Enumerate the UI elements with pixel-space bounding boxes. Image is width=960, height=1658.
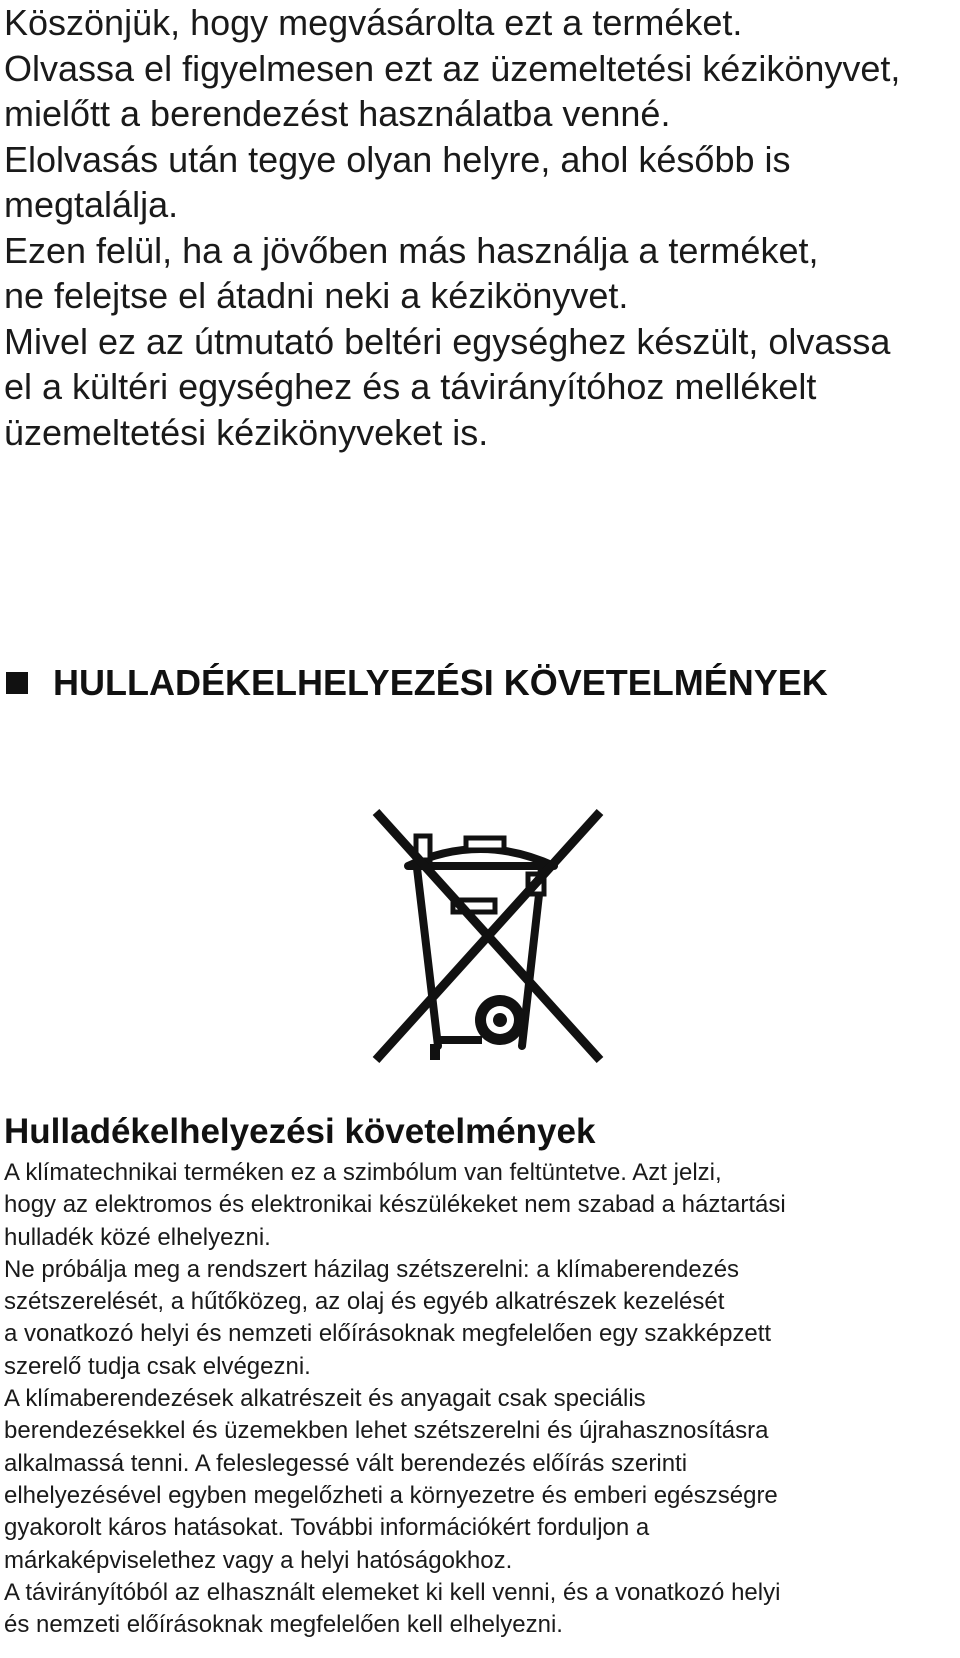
body-line: alkalmassá tenni. A feleslegessé vált berendezés előírás szerinti <box>4 1449 688 1477</box>
body-line: A távirányítóból az elhasznált elemeket ki kell venni, és a vonatkozó helyi <box>4 1578 781 1606</box>
crossed-out-wheelie-bin-icon <box>370 808 606 1066</box>
intro-text <box>4 0 954 455</box>
intro-line: mielőtt a berendezést használatba venné. <box>4 93 671 134</box>
body-line: A klímaberendezések alkatrészeit és anyagait csak speciális <box>4 1385 646 1413</box>
body-line: szétszerelését, a hűtőközeg, az olaj és egyéb alkatrészek kezelését <box>4 1288 725 1316</box>
intro-line: Mivel ez az útmutató beltéri egységhez készült, olvassa <box>4 320 891 362</box>
body-line: a vonatkozó helyi és nemzeti előírásoknak megfelelően egy szakképzett <box>4 1320 772 1348</box>
body-line: gyakorolt káros hatásokat. További információkért forduljon a <box>4 1514 650 1542</box>
body-line: A klímatechnikai terméken ez a szimbólum van feltüntetve. Azt jelzi, <box>4 1159 722 1186</box>
intro-line: Köszönjük, hogy megvásárolta ezt a terméket. <box>4 2 743 43</box>
intro-line: Elolvasás után tegye olyan helyre, ahol később is <box>4 138 791 180</box>
section-heading <box>6 662 828 704</box>
intro-line: megtalálja. <box>4 184 179 225</box>
disposal-body <box>4 1157 954 1641</box>
body-line: Ne próbálja meg a rendszert házilag szétszerelni: a klímaberendezés <box>4 1255 740 1283</box>
body-line: és nemzeti előírásoknak megfelelően kell elhelyezni. <box>4 1611 563 1639</box>
body-line: szerelő tudja csak elvégezni. <box>4 1352 311 1380</box>
section-heading-text: HULLADÉKELHELYEZÉSI KÖVETELMÉNYEK <box>53 662 828 703</box>
body-line: hogy az elektromos és elektronikai készülékeket nem szabad a háztartási <box>4 1191 786 1219</box>
intro-line: ne felejtse el átadni neki a kézikönyvet. <box>4 275 629 316</box>
disposal-title: Hulladékelhelyezési követelmények <box>4 1112 596 1151</box>
intro-line: Ezen felül, ha a jövőben más használja a terméket, <box>4 229 819 271</box>
square-bullet-icon <box>6 672 28 694</box>
body-line: hulladék közé elhelyezni. <box>4 1223 271 1251</box>
body-line: berendezésekkel és üzemekben lehet szétszerelni és újrahasznosításra <box>4 1417 769 1445</box>
intro-line: Olvassa el figyelmesen ezt az üzemeltetési kézikönyvet, <box>4 47 901 89</box>
body-line: márkaképviselethez vagy a helyi hatóságokhoz. <box>4 1546 513 1574</box>
body-line: elhelyezésével egyben megelőzheti a környezetre és emberi egészségre <box>4 1481 778 1509</box>
intro-line: el a kültéri egységhez és a távirányítóhoz mellékelt <box>4 366 817 407</box>
intro-line: üzemeltetési kézikönyveket is. <box>4 411 489 453</box>
